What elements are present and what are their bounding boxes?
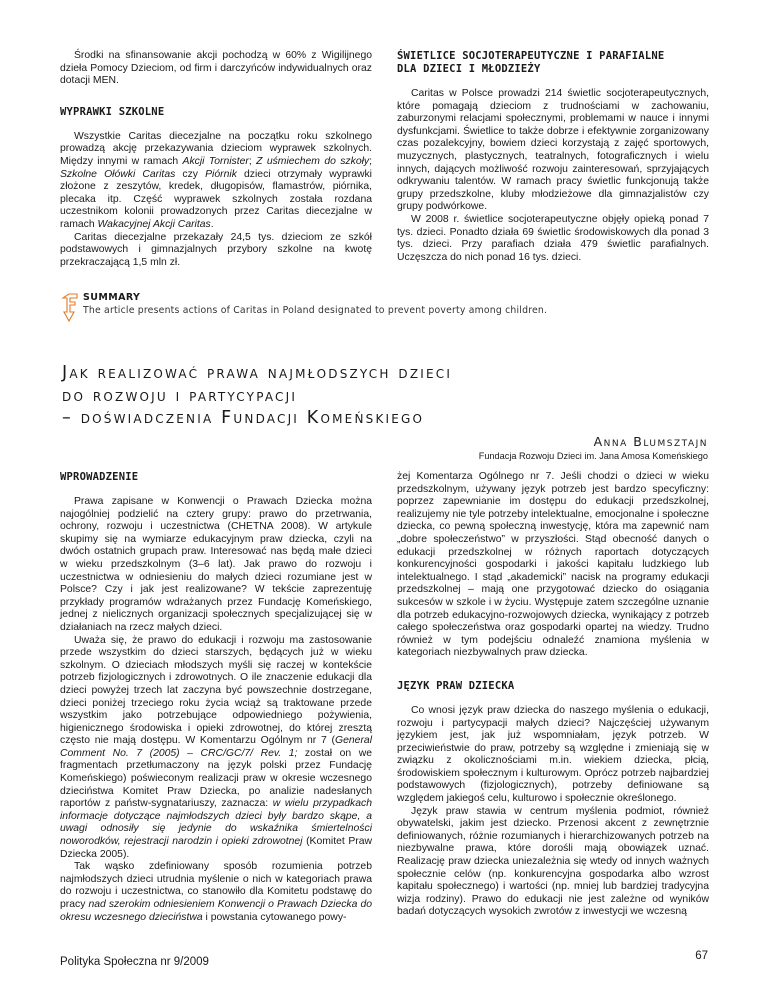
intro-body-paragraph-2: Uważa się, że prawo do edukacji i rozwoju ma zastosowanie przede wszystkim do dzieci starszych, będących już w wieku szkolnym. O dzieciach młodszych myśli się raczej w kontekście potrzeb fizjologicznych i zdrowotnych. O ile znaczenie edukacji dla dzieci powyżej trzech lat zaczyna być powszechnie dostrzegane, dzieci poniżej trzeciego roku życia wciąż są traktowane przede wszystkim jako potrzebujące odpowiedniego pożywienia, higienicznego środowiska i opieki zdrowotnej, do której zresztą często nie mają dostępu. W Komentarzu Ogólnym nr 7 (General Comment No. 7 (2005) – CRC/GC/7/ Rev. 1; został on we fragmentach przetłumaczony na język polski przez Fundację Komeńskiego) poświeconym realizacji praw w okresie wczesnego dzieciństwa Komitet Praw Dziecka, po analizie nadesłanych raportów z państw-sygnatariuszy, zaznacza: w wielu przypadkach informacje dotyczące najmłodszych dzieci były bardzo skąpe, a uwagi odnosiły się jedynie do wskaźnika śmiertelności noworodków, rejestracji narodzin i opieki zdrowotnej (Komitet Praw Dziecka 2005).: [60, 634, 373, 860]
page-number: 67: [695, 950, 708, 962]
summary-text: The article presents actions of Caritas in Poland designated to prevent poverty among children.: [83, 305, 548, 316]
summary-hand-icon: [60, 292, 80, 322]
swietlice-paragraph-1: Caritas w Polsce prowadzi 214 świetlic socjoterapeutycznych, które pomagają dzieciom z trudnościami w zachowaniu, zaburzonymi relacjami społecznymi, problemami w nauce i innymi dysfunkcjami. Świetlice to także dobrze i efektywnie zorganizowany czas pozalekcyjny, bowiem dzieci korzystają z zajęć sportowych, muzycznych, plastycznych, teatralnych, fotograficznych i wielu innych, dających możliwość rozwoju zainteresowań, sprzyjających odkrywaniu talentów. W ramach pracy świetlic funkcjonują także grupy przedszkolne, kluby młodzieżowe dla gimnazjalistów czy grupy podwórkowe.: [397, 88, 709, 213]
section-heading-jezyk-praw: JĘZYK PRAW DZIECKA: [397, 679, 515, 692]
section-heading-swietlice: ŚWIETLICE SOCJOTERAPEUTYCZNE I PARAFIALNE DLA DZIECI I MŁODZIEŻY: [397, 50, 665, 75]
author-affiliation: Fundacja Rozwoju Dzieci im. Jana Amosa Komeńskiego: [478, 451, 708, 461]
jezyk-paragraph-1: Co wnosi język praw dziecka do naszego myślenia o edukacji, rozwoju i partycypacji małych dzieci? Najczęściej używanym językiem jest, jak już wspomniałam, język potrzeb. W przeciwieństwie do praw, potrzeby są względne i zmieniają się w związku z okolicznościami m.in. wiekiem dziecka, płcią, środowiskiem społecznym i kulturowym. Oprócz potrzeb najbardziej podstawowych (fizjologicznych), potrzeby definiowane są względem jakiegoś celu, kulturowo i społecznie określonego.: [397, 704, 709, 805]
continued-paragraph: żej Komentarza Ogólnego nr 7. Jeśli chodzi o dzieci w wieku przedszkolnym, używany język potrzeb jest bardzo specyficzny: poprzez zapewnianie im dostępu do edukacji przedszkolnej, realizujemy nie tyle potrzeby intelektualne, emocjonalne i społeczne dziecka, co pewną społeczną inwestycję, która ma zapewnić nam „dobre społeczeństwo” w przyszłości. Stąd obecność danych o edukacji przedszkolnej w różnych raportach dotyczących konkurencyjności gospodarki i jakości kapitału ludzkiego lub intelektualnego. I stąd „akademicki” nacisk na programy edukacji przedszkolnej – mają one przygotować dziecko do osiągania sukcesów w szkole i w życiu. Występuje zatem szczególne uznanie dla potrzeb edukacyjno-rozwojowych dziecka, wynikający z potrzeb całego społeczeństwa oraz gospodarki opartej na wiedzy. Trudno również w tym podejściu odnaleźć znamiona myślenia w kategoriach niezbywalnych praw dziecka.: [397, 471, 709, 659]
top-left-column: [60, 50, 372, 269]
intro-body-paragraph-3: Tak wąsko zdefiniowany sposób rozumienia potrzeb najmłodszych dzieci utrudnia myślenie o nich w kategoriach prawa do rozwoju i uczestnictwa, co stanowiło dla Komitetu podstawę do pracy nad szerokim odniesieniem Konwencji o Prawach Dziecka do okresu wczesnego dzieciństwa i powstania cytowanego powy-: [60, 861, 373, 923]
wyprawki-paragraph-2: Caritas diecezjalne przekazały 24,5 tys. dzieciom ze szkół podstawowych i gimnazjalnych przybory szkolne na kwotę przekraczającą 1,5 mln zł.: [60, 231, 372, 268]
intro-body-paragraph-1: Prawa zapisane w Konwencji o Prawach Dziecka można najogólniej podzielić na cztery grupy: prawo do przetrwania, ochrony, rozwoju i uczestnictwa (CHETNA 2008). W artykule skupimy się na wymiarze edukacyjnym praw dziecka, czyli na dwóch ostatnich grupach praw. Interesować nas będą małe dzieci w wieku przedszkolnym (3–6 lat). Jak prawo do rozwoju i uczestnictwa w odniesieniu do małych dzieci rozumiane jest w Polsce? Czy i jak jest realizowane? W tekście zaprezentuję przykłady programów wdrażanych przez Fundację Komeńskiego, jednej z nielicznych organizacji społecznych specjalizującej się w działaniach na rzecz małych dzieci.: [60, 496, 372, 633]
section-heading-wprowadzenie: WPROWADZENIE: [60, 471, 139, 483]
top-right-column: [397, 50, 709, 264]
summary-label: SUMMARY: [83, 292, 141, 303]
wyprawki-paragraph-1: Wszystkie Caritas diecezjalne na początku roku szkolnego prowadzą akcję przekazywania dzieciom wyprawek szkolnych. Między innymi w ramach Akcji Tornister; Z uśmiechem do szkoły; Szkolne Ołówki Caritas czy Piórnik dzieci otrzymały wyprawki złożone z zeszytów, kredek, długopisów, flamastrów, piórnika, plecaka itp. Część wyprawek szkolnych została rozdana uczestnikom kolonii prowadzonych przez Caritas diecezjalne w ramach Wakacyjnej Akcji Caritas.: [60, 130, 372, 230]
section-heading-wyprawki: WYPRAWKI SZKOLNE: [60, 105, 165, 118]
article-title: Jak realizować prawa najmłodszych dzieci do rozwoju i partycypacji – doświadczenia Fundacji Komeńskiego: [62, 363, 453, 428]
main-left-column: [60, 471, 372, 924]
swietlice-paragraph-2: W 2008 r. świetlice socjoterapeutyczne objęły opieką ponad 7 tys. dzieci. Ponadto działa 69 świetlic środowiskowych dla ponad 3 tys. dzieci. Przy parafiach działa 479 świetlic parafialnych. Uczęszcza do nich ponad 16 tys. dzieci.: [397, 213, 709, 263]
journal-footer: Polityka Społeczna nr 9/2009: [60, 956, 209, 968]
main-right-column: [397, 471, 709, 919]
author-name: Anna Blumsztajn: [593, 434, 708, 449]
jezyk-paragraph-2: Język praw stawia w centrum myślenia podmiot, również obywatelski, jakim jest dziecko. Przenosi akcent z zewnętrznie definiowanych, różnie rozumianych i hierarchizowanych potrzeb na niezbywalne prawa, które dorośli mają obowiązek uznać. Realizację praw dziecka uniezależnia się wtedy od innych ważnych społecznie celów (np. konkurencyjna gospodarka albo wzrost kapitału społecznego) i wartości (np. mniej lub bardziej tradycyjna wizja rodziny). Prawo do edukacji nie jest zależne od wyników badań dotyczących wysokich zwrotów z inwestycji we wczesną: [397, 805, 709, 918]
intro-paragraph: Środki na sfinansowanie akcji pochodzą w 60% z Wigilijnego dzieła Pomocy Dzieciom, od firm i darczyńców indywidualnych oraz dotacji MEN.: [60, 50, 372, 87]
